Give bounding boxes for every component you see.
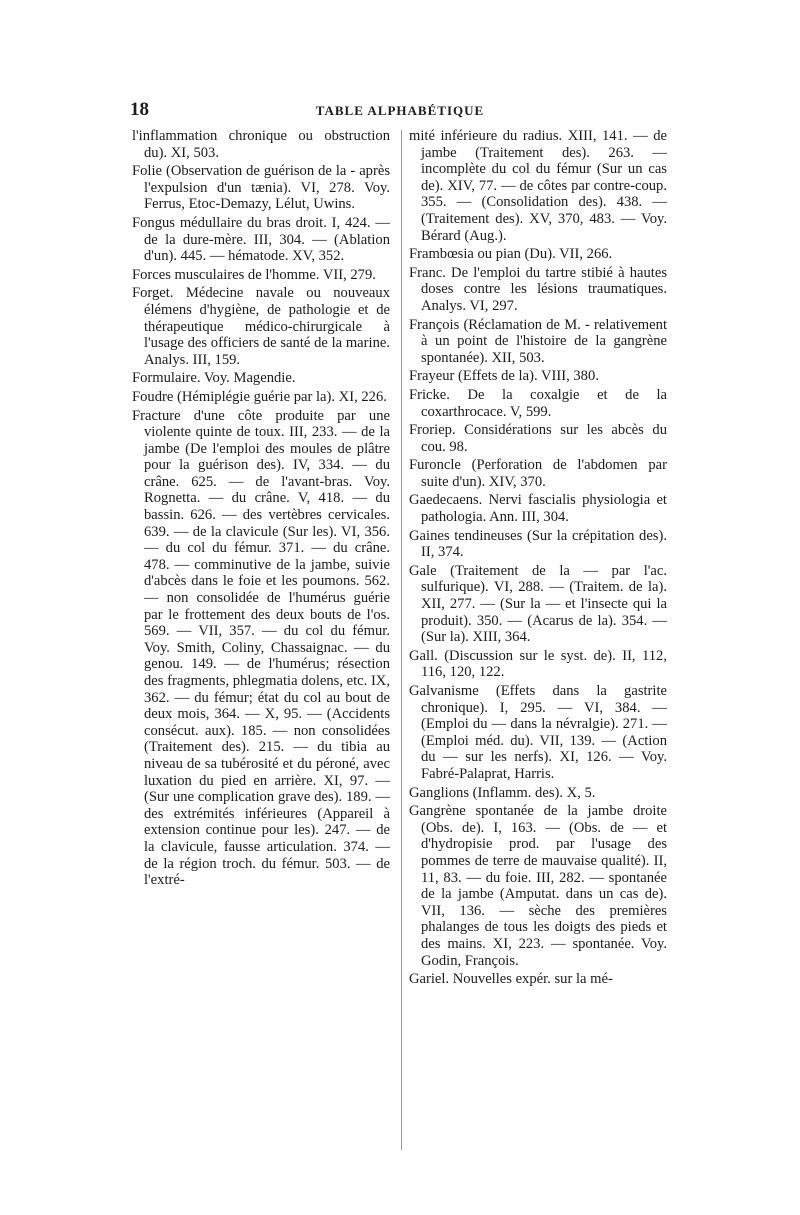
index-entry: Furoncle (Perforation de l'abdomen par suite d'un). XIV, 370. — [409, 457, 667, 490]
index-entry: François (Réclamation de M. - relativement à un point de l'histoire de la gangrène spontanée). XII, 503. — [409, 316, 667, 366]
index-entry: Folie (Observation de guérison de la - après l'expulsion d'un tænia). VI, 278. Voy. Ferrus, Etoc-Demazy, Lélut, Uwins. — [132, 163, 390, 213]
index-entry: Gall. (Discussion sur le syst. de). II, 112, 116, 120, 122. — [409, 647, 667, 681]
index-entry: Forget. Médecine navale ou nouveaux élémens d'hygiène, de pathologie et de thérapeutique médico-chirurgicale à l'usage des officiers de santé de la marine. Analys. III, 159. — [132, 285, 390, 368]
index-column-right — [409, 128, 667, 988]
index-column-left — [132, 128, 390, 889]
index-entry: Foudre (Hémiplégie guérie par la). XI, 226. — [132, 388, 387, 405]
page-number: 18 — [130, 99, 149, 120]
running-title: TABLE ALPHABÉTIQUE — [315, 103, 485, 118]
index-entry: Gale (Traitement de la — par l'ac. sulfurique). VI, 288. — (Traitem. de la). XII, 277. — (Sur la — et l'insecte qui la produit). 350. — (Acarus de la). 354. — (Sur la). XIII, 364. — [409, 562, 667, 646]
index-entry: Gariel. Nouvelles expér. sur la mé- — [409, 971, 613, 988]
index-entry: Fracture d'une côte produite par une violente quinte de toux. III, 233. — de la jambe (De l'emploi des moules de plâtre pour la guérison des). IV, 334. — du crâne. 625. — de l'avant-bras. Voy. Rognetta. — du crâne. V, 418. — du bassin. 626. — des vertèbres cervicales. 639. — de la clavicule (Sur les). VI, 356. — du col du fémur. 371. — du crâne. 478. — comminutive de la jambe, suivie d'abcès dans le foie et les poumons. 562. — non consolidée de l'humérus guérie par le frottement des deux bouts de l'os. 569. — VII, 357. — du col du fémur. Voy. Smith, Coliny, Chassaignac. — du genou. 149. — de l'humérus; résection des fragments, phlegmatia dolens, etc. IX, 362. — du fémur; état du col au bout de deux mois, 364. — X, 95. — (Accidents consécut. aux). 185. — non consolidées (Traitement des). 215. — du tibia au niveau de sa tubérosité et du péroné, avec luxation du pied en arrière. XI, 97. — (Sur une complication grave des). 189. — des extrémités inférieures (Appareil à extension continue pour les). 247. — de la clavicule, fausse articulation. 374. — de la région troch. du fémur. 503. — de l'extré- — [132, 407, 390, 889]
index-entry: Galvanisme (Effets dans la gastrite chronique). I, 295. — VI, 384. — (Emploi du — dans la névralgie). 271. — (Emploi méd. du). VII, 139. — (Action du — sur les nerfs). XI, 126. — Voy. Fabré-Palaprat, Harris. — [409, 683, 667, 782]
index-entry: Fricke. De la coxalgie et de la coxarthrocace. V, 599. — [409, 386, 667, 420]
index-entry: mité inférieure du radius. XIII, 141. — de jambe (Traitement des). 263. — incomplète du col du fémur (Sur un cas de). XIV, 77. — de côtes par contre-coup. 355. — (Consolidation des). 438. — (Traitement des). XV, 370, 483. — Voy. Bérard (Aug.). — [409, 128, 667, 244]
index-entry: Gaines tendineuses (Sur la crépitation des). II, 374. — [409, 527, 667, 561]
column-divider — [401, 130, 402, 1150]
index-entry: l'inflammation chronique ou obstruction du). XI, 503. — [132, 128, 390, 161]
index-entry: Froriep. Considérations sur les abcès du cou. 98. — [409, 422, 667, 455]
index-entry: Fongus médullaire du bras droit. I, 424. — de la dure-mère. III, 304. — (Ablation d'un). 445. — hématode. XV, 352. — [132, 214, 390, 265]
index-entry: Frambœsia ou pian (Du). VII, 266. — [409, 246, 613, 263]
index-entry: Formulaire. Voy. Magendie. — [132, 370, 296, 387]
index-entry: Gaedecaens. Nervi fascialis physiologia et pathologia. Ann. III, 304. — [409, 492, 667, 526]
index-entry: Franc. De l'emploi du tartre stibié à hautes doses contre les lésions traumatiques. Analys. VI, 297. — [409, 264, 667, 314]
index-entry: Gangrène spontanée de la jambe droite (Obs. de). I, 163. — (Obs. de — et d'hydropisie prod. par l'usage des pommes de terre de mauvaise qualité). II, 11, 83. — du foie. III, 282. — spontanée de la jambe (Amputat. dans un cas de). VII, 136. — sèche des premières phalanges de tous les doigts des pieds et des mains. XI, 223. — spontanée. Voy. Godin, François. — [409, 803, 667, 969]
index-entry: Ganglions (Inflamm. des). X, 5. — [409, 784, 596, 801]
index-entry: Forces musculaires de l'homme. VII, 279. — [132, 266, 376, 283]
index-entry: Frayeur (Effets de la). VIII, 380. — [409, 368, 599, 385]
